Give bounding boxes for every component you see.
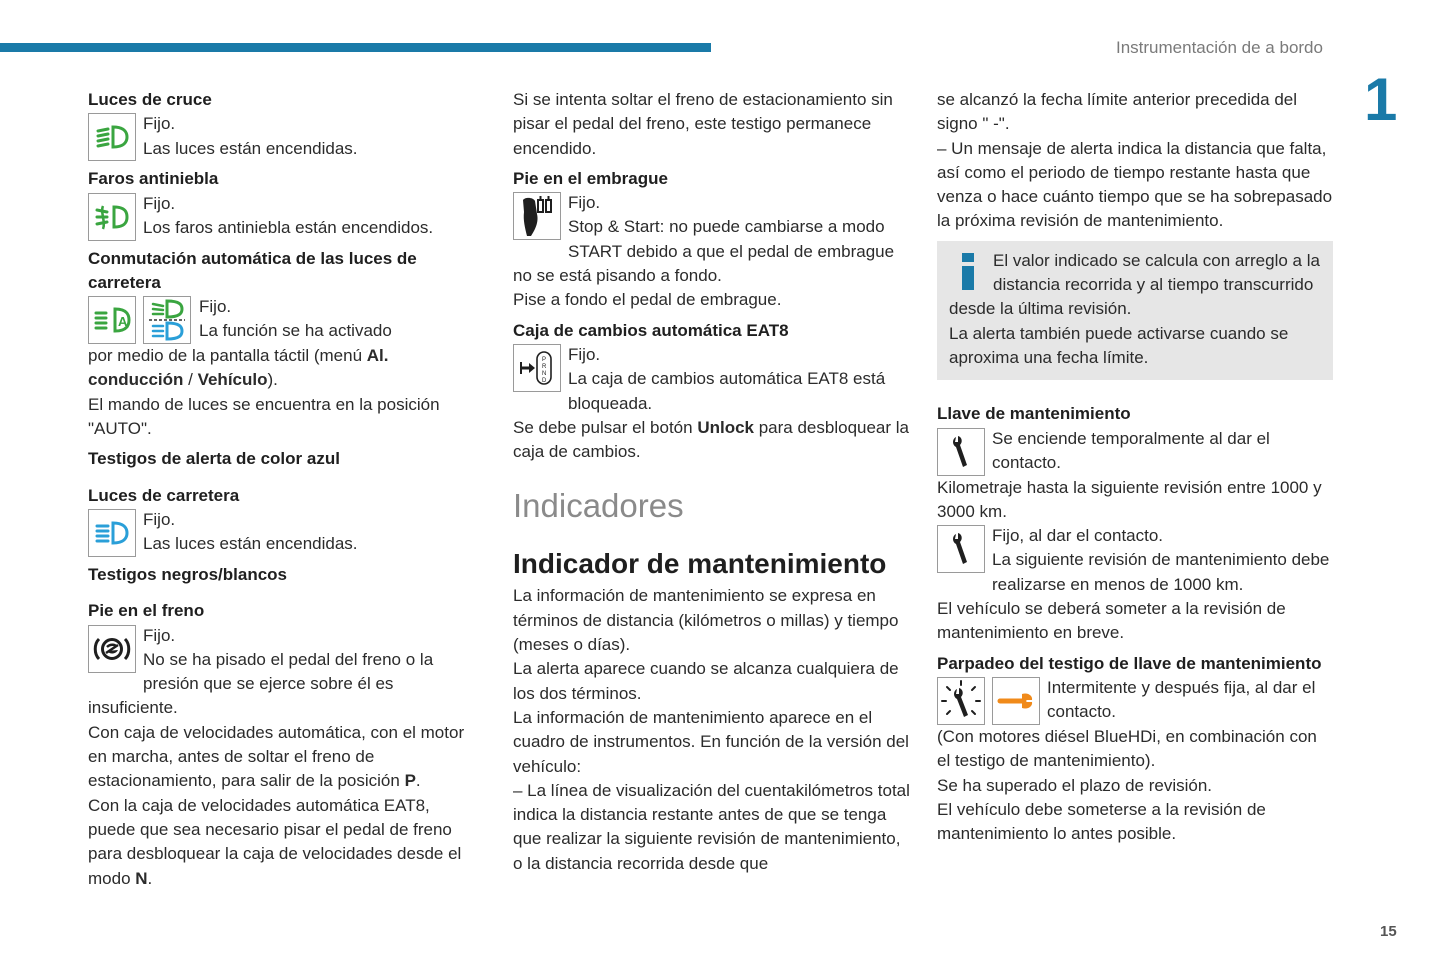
entry-wrench-fixed: Fijo, al dar el contacto. La siguiente revisión de mantenimiento debe realizarse en menos de 1000 km. [937,524,1333,597]
heading-foot-on-clutch: Pie en el embrague [513,168,668,188]
service-wrench-icon [937,428,985,476]
subsection-title: Indicador de mantenimiento [513,548,887,580]
blink-bluehdi: (Con motores diésel BlueHDi, en combinación con el testigo de mantenimiento). [937,726,1317,771]
wrench-soon: El vehículo se deberá someter a la revisión de mantenimiento en breve. [937,599,1286,643]
heading-foot-on-brake: Pie en el freno [88,601,205,621]
svg-text:A: A [118,314,128,330]
section-title: Indicadores [513,487,684,525]
header-accent-bar [0,43,711,52]
entry-eat8-gearbox: P R N D Fijo. La caja de cambios automática EAT8 está bloqueada. [513,343,911,416]
svg-text:D: D [542,377,547,384]
info-note: El valor indicado se calcula con arreglo a la distancia recorrida y al tiempo transcurrido desde la última revisión. La alerta también puede activarse cuando se aproxima una fecha límite. [937,241,1333,380]
low-beam-icon [88,113,136,161]
clutch-pedal-icon [513,192,561,240]
heading-auto-high-beam: Conmutación automática de las luces de carretera [88,248,417,292]
maintenance-p1: La información de mantenimiento se expresa en términos de distancia (kilómetros o millas) y tiempo (meses o días). [513,586,899,655]
auto-beam-menu-text: por medio de la pantalla táctil (menú Al. conducción / Vehículo). [88,346,389,390]
heading-black-white-warnings: Testigos negros/blancos [88,564,288,584]
svg-text:P: P [542,356,547,363]
maintenance-continuation: se alcanzó la fecha límite anterior precedida del signo " -". [937,90,1298,134]
entry-foot-on-brake: Fijo. No se ha pisado el pedal del freno o la presión que se ejerce sobre él es insuficiente. [88,625,434,718]
blink-overdue: Se ha superado el plazo de revisión. [937,775,1213,795]
entry-wrench-blinking: Intermitente y después fija, al dar el contacto. [937,676,1333,725]
blink-action: El vehículo debe someterse a la revisión de mantenimiento lo antes posible. [937,799,1266,844]
chapter-number: 1 [1364,66,1398,133]
fog-lamp-icon [88,193,136,241]
beam-switch-icon [143,296,191,344]
column-2 [513,88,911,876]
orange-wrench-icon [992,677,1040,725]
info-icon [955,251,981,291]
brake-eat8-text: Con la caja de velocidades automática EAT8, puede que sea necesario pisar el pedal de freno para desbloquear la caja de velocidades desde el modo N. [88,795,462,888]
brake-continuation: Si se intenta soltar el freno de estacionamiento sin pisar el pedal del freno, este testigo permanece encendido. [513,90,893,158]
svg-text:N: N [542,370,547,377]
svg-text:R: R [542,363,547,370]
entry-wrench-temporary: Se enciende temporalmente al dar el contacto. [937,427,1333,476]
auto-beam-note: El mando de luces se encuentra en la posición "AUTO". [88,394,440,439]
entry-fog-lamps: Fijo. Los faros antiniebla están encendidos. [88,192,473,241]
brake-auto-gearbox-text: Con caja de velocidades automática, con el motor en marcha, antes de soltar el freno de estacionamiento, para salir de la posición P. [88,722,465,791]
wrench-mileage: Kilometraje hasta la siguiente revisión entre 1000 y 3000 km. [937,477,1322,521]
column-3 [937,88,1333,846]
heading-high-beam: Luces de carretera [88,485,240,505]
entry-auto-high-beam: A Fijo. La función se ha activado [88,295,473,344]
service-wrench-icon [937,525,985,573]
maintenance-p4: – La línea de visualización del cuentakilómetros total indica la distancia restante antes de que se tenga que realizar la siguiente revisión de mantenimiento, o la distancia recorrida desde que [513,780,910,873]
entry-low-beam: Fijo. Las luces están encendidas. [88,112,473,161]
heading-service-wrench: Llave de mantenimiento [937,404,1131,424]
heading-low-beam: Luces de cruce [88,90,212,109]
maintenance-p5: – Un mensaje de alerta indica la distancia que falta, así como el periodo de tiempo restante hasta que venza o hace cuánto tiempo que se ha sobrepasado la próxima revisión de mantenimiento. [937,138,1333,231]
brake-pedal-icon [88,625,136,673]
entry-high-beam: Fijo. Las luces están encendidas. [88,508,473,557]
entry-foot-on-clutch: Fijo. Stop & Start: no puede cambiarse a modo START debido a que el pedal de embrague no se está pisando a fondo. [513,193,895,286]
running-header: Instrumentación de a bordo [1116,38,1323,57]
heading-fog-lamps: Faros antiniebla [88,169,219,189]
clutch-action: Pise a fondo el pedal de embrague. [513,290,782,310]
eat8-unlock-text: Se debe pulsar el botón Unlock para desbloquear la caja de cambios. [513,417,910,462]
auto-high-beam-icon [88,296,136,344]
heading-eat8-gearbox: Caja de cambios automática EAT8 [513,320,789,340]
maintenance-p3: La información de mantenimiento aparece en el cuadro de instrumentos. En función de la versión del vehículo: [513,707,909,776]
maintenance-p2: La alerta aparece cuando se alcanza cualquiera de los dos términos. [513,659,899,703]
column-1 [88,88,473,891]
heading-wrench-blinking: Parpadeo del testigo de llave de mantenimiento [937,653,1322,673]
blinking-wrench-icon [937,677,985,725]
heading-blue-warnings: Testigos de alerta de color azul [88,449,340,469]
page-number: 15 [1380,923,1397,940]
gearbox-lock-icon [513,344,561,392]
high-beam-icon [88,509,136,557]
